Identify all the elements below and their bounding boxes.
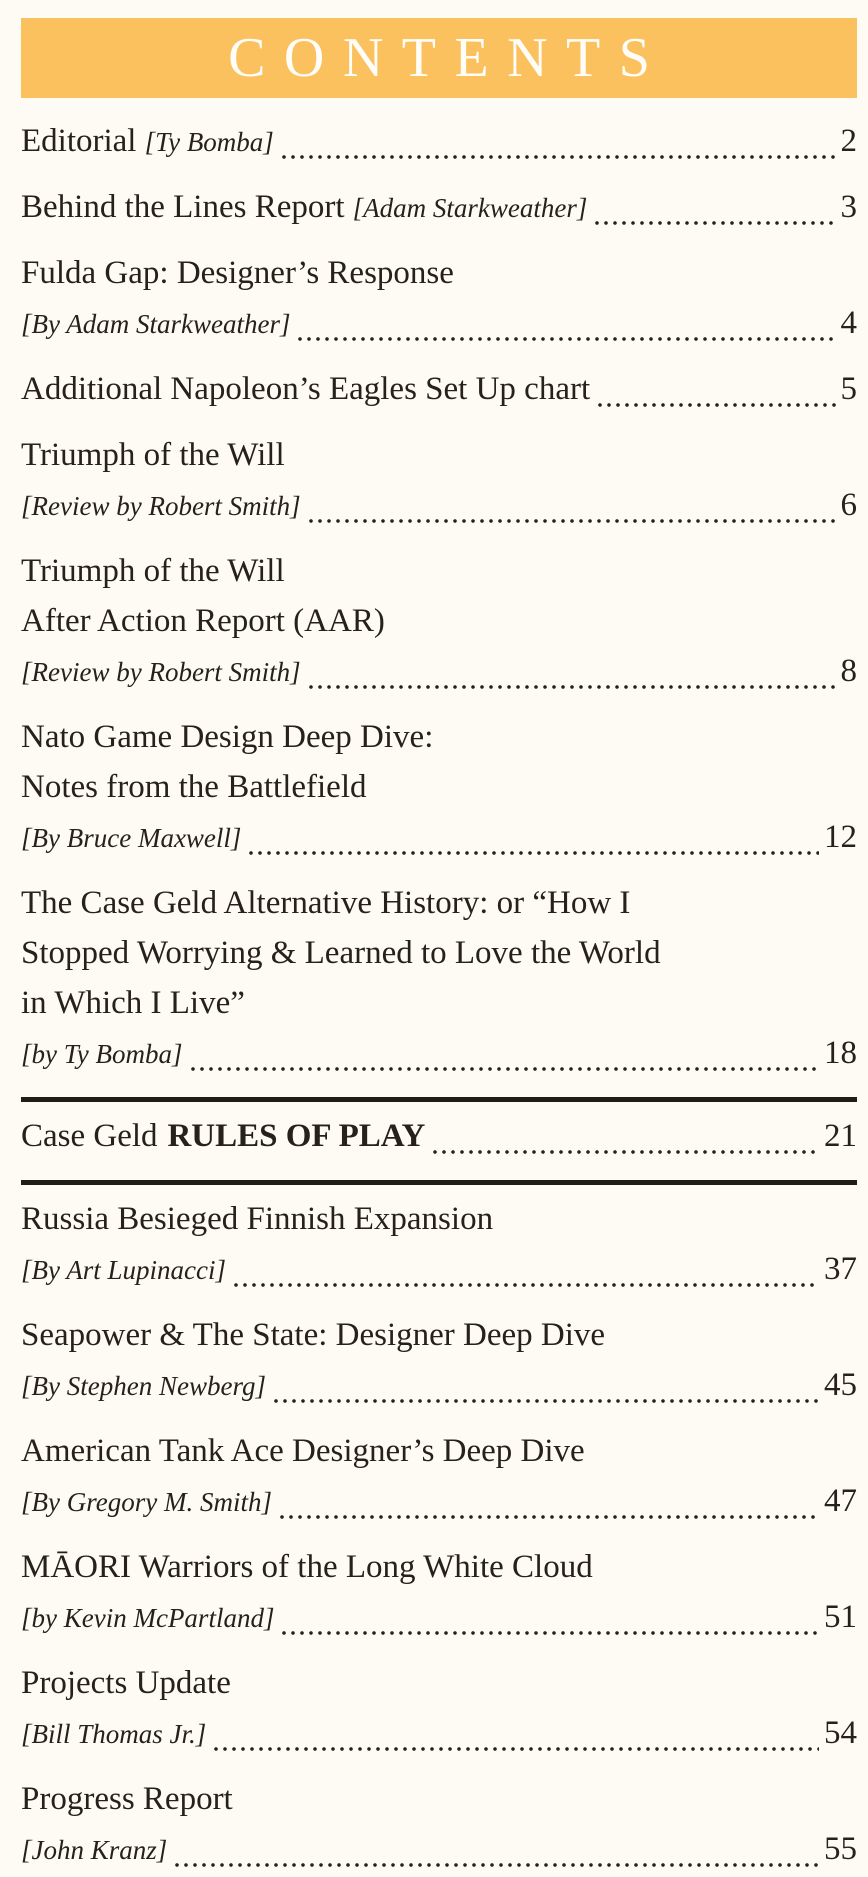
toc-entry bbox=[21, 1545, 857, 1645]
toc-row-with-page bbox=[21, 1711, 857, 1761]
dot-leader bbox=[309, 684, 836, 690]
row-text bbox=[21, 549, 285, 599]
title-text: Nato Game Design Deep Dive: bbox=[21, 719, 434, 755]
section-divider-rule bbox=[21, 1180, 857, 1185]
title-text: Stopped Worrying & Learned to Love the World bbox=[21, 935, 661, 971]
row-text bbox=[21, 1828, 167, 1877]
byline-text: [By Stephen Newberg] bbox=[21, 1371, 266, 1401]
dot-leader bbox=[309, 518, 836, 524]
toc-title-row bbox=[21, 251, 857, 301]
toc-entry bbox=[21, 367, 857, 417]
byline-text: [by Ty Bomba] bbox=[21, 1039, 183, 1069]
toc-list bbox=[21, 119, 857, 1877]
toc-entry bbox=[21, 1313, 857, 1413]
byline-text: [By Adam Starkweather] bbox=[21, 309, 291, 339]
row-text bbox=[21, 599, 385, 649]
toc-title-row bbox=[21, 1197, 857, 1247]
title-text: Seapower & The State: Designer Deep Dive bbox=[21, 1317, 606, 1353]
page-number: 2 bbox=[840, 123, 857, 159]
page-number: 4 bbox=[840, 305, 857, 341]
section-divider-rule bbox=[21, 1097, 857, 1102]
dot-leader bbox=[234, 1282, 819, 1288]
toc-entry bbox=[21, 1661, 857, 1761]
toc-title-row bbox=[21, 433, 857, 483]
toc-title-row bbox=[21, 599, 857, 649]
row-text bbox=[21, 1114, 425, 1164]
toc-row-with-page bbox=[21, 1827, 857, 1877]
row-text bbox=[21, 367, 590, 417]
toc-entry bbox=[21, 1114, 857, 1164]
toc-row-with-page bbox=[21, 1363, 857, 1413]
page-number: 54 bbox=[824, 1715, 857, 1751]
row-text bbox=[21, 881, 630, 931]
dot-leader bbox=[280, 1514, 819, 1520]
title-text: in Which I Live” bbox=[21, 985, 245, 1021]
toc-row-with-page bbox=[21, 1595, 857, 1645]
toc-entry bbox=[21, 881, 857, 1081]
dot-leader bbox=[282, 1630, 819, 1636]
toc-title-row bbox=[21, 1429, 857, 1479]
byline-text: [By Bruce Maxwell] bbox=[21, 823, 242, 853]
dot-leader bbox=[282, 154, 836, 160]
row-text bbox=[21, 119, 274, 169]
row-text bbox=[21, 1480, 272, 1529]
page-number: 37 bbox=[824, 1251, 857, 1287]
title-text: Editorial bbox=[21, 123, 137, 159]
page-number: 6 bbox=[840, 487, 857, 523]
byline-text: [John Kranz] bbox=[21, 1835, 168, 1865]
toc-row-with-page bbox=[21, 483, 857, 533]
toc-entry bbox=[21, 1777, 857, 1877]
page-number: 5 bbox=[840, 371, 857, 407]
dot-leader bbox=[214, 1746, 819, 1752]
row-text bbox=[21, 1248, 226, 1297]
toc-title-row bbox=[21, 931, 857, 981]
row-text bbox=[21, 715, 433, 765]
row-text bbox=[21, 1596, 274, 1645]
title-text: MĀORI Warriors of the Long White Cloud bbox=[21, 1549, 593, 1585]
dot-leader bbox=[175, 1862, 819, 1868]
row-text bbox=[21, 1313, 605, 1363]
toc-row-with-page bbox=[21, 1031, 857, 1081]
title-text: Behind the Lines Report bbox=[21, 189, 345, 225]
page-number: 45 bbox=[824, 1367, 857, 1403]
toc-title-row bbox=[21, 1545, 857, 1595]
title-text: Russia Besieged Finnish Expansion bbox=[21, 1201, 494, 1237]
byline-text: [Adam Starkweather] bbox=[352, 193, 588, 223]
toc-row-with-page bbox=[21, 1247, 857, 1297]
page-number: 12 bbox=[824, 819, 857, 855]
toc-title-row bbox=[21, 981, 857, 1031]
page-number: 55 bbox=[824, 1831, 857, 1867]
title-text: After Action Report (AAR) bbox=[21, 603, 385, 639]
byline-text: [Review by Robert Smith] bbox=[21, 491, 301, 521]
toc-entry bbox=[21, 185, 857, 235]
title-text: Progress Report bbox=[21, 1781, 233, 1817]
toc-row-with-page bbox=[21, 185, 857, 235]
row-text bbox=[21, 1661, 231, 1711]
byline-text: [Review by Robert Smith] bbox=[21, 657, 301, 687]
page-number: 18 bbox=[824, 1035, 857, 1071]
page-number: 3 bbox=[840, 189, 857, 225]
page-title: CONTENTS bbox=[228, 27, 669, 89]
toc-row-with-page bbox=[21, 1114, 857, 1164]
dot-leader bbox=[249, 850, 819, 856]
row-text bbox=[21, 1364, 266, 1413]
row-text bbox=[21, 251, 454, 301]
title-text: Case Geld bbox=[21, 1118, 158, 1154]
title-text: RULES OF PLAY bbox=[167, 1118, 426, 1154]
toc-title-row bbox=[21, 1661, 857, 1711]
toc-row-with-page bbox=[21, 119, 857, 169]
title-text: American Tank Ace Designer’s Deep Dive bbox=[21, 1433, 585, 1469]
toc-row-with-page bbox=[21, 815, 857, 865]
row-text bbox=[21, 484, 301, 533]
title-text: The Case Geld Alternative History: or “How I bbox=[21, 885, 631, 921]
row-text bbox=[21, 1712, 206, 1761]
byline-text: [By Art Lupinacci] bbox=[21, 1255, 226, 1285]
title-text: Fulda Gap: Designer’s Response bbox=[21, 255, 454, 291]
title-text: Triumph of the Will bbox=[21, 437, 285, 473]
row-text bbox=[21, 1197, 493, 1247]
toc-entry bbox=[21, 251, 857, 351]
row-text bbox=[21, 185, 587, 235]
row-text bbox=[21, 1777, 233, 1827]
toc-title-row bbox=[21, 549, 857, 599]
row-text bbox=[21, 765, 367, 815]
toc-entry bbox=[21, 715, 857, 865]
row-text bbox=[21, 1032, 183, 1081]
row-text bbox=[21, 981, 245, 1031]
toc-title-row bbox=[21, 881, 857, 931]
toc-entry bbox=[21, 1197, 857, 1297]
dot-leader bbox=[298, 336, 835, 342]
byline-text: [Bill Thomas Jr.] bbox=[21, 1719, 207, 1749]
page-number: 47 bbox=[824, 1483, 857, 1519]
dot-leader bbox=[595, 220, 835, 226]
toc-row-with-page bbox=[21, 649, 857, 699]
toc-entry bbox=[21, 119, 857, 169]
title-text: Notes from the Battlefield bbox=[21, 769, 367, 805]
page-number: 21 bbox=[824, 1118, 857, 1154]
toc-row-with-page bbox=[21, 367, 857, 417]
byline-text: [by Kevin McPartland] bbox=[21, 1603, 275, 1633]
toc-row-with-page bbox=[21, 1479, 857, 1529]
dot-leader bbox=[274, 1398, 819, 1404]
dot-leader bbox=[433, 1149, 819, 1155]
dot-leader bbox=[598, 402, 835, 408]
byline-text: [Ty Bomba] bbox=[144, 127, 274, 157]
dot-leader bbox=[191, 1066, 820, 1072]
toc-entry bbox=[21, 549, 857, 699]
page-number: 8 bbox=[840, 653, 857, 689]
toc-row-with-page bbox=[21, 301, 857, 351]
toc-title-row bbox=[21, 1777, 857, 1827]
toc-title-row bbox=[21, 765, 857, 815]
toc-entry bbox=[21, 433, 857, 533]
row-text bbox=[21, 433, 285, 483]
contents-banner bbox=[21, 18, 857, 98]
row-text bbox=[21, 931, 661, 981]
toc-title-row bbox=[21, 715, 857, 765]
title-text: Triumph of the Will bbox=[21, 553, 285, 589]
row-text bbox=[21, 1545, 593, 1595]
row-text bbox=[21, 816, 241, 865]
byline-text: [By Gregory M. Smith] bbox=[21, 1487, 272, 1517]
row-text bbox=[21, 1429, 585, 1479]
toc-title-row bbox=[21, 1313, 857, 1363]
title-text: Additional Napoleon’s Eagles Set Up chart bbox=[21, 371, 591, 407]
title-text: Projects Update bbox=[21, 1665, 231, 1701]
page-number: 51 bbox=[824, 1599, 857, 1635]
row-text bbox=[21, 302, 290, 351]
toc-entry bbox=[21, 1429, 857, 1529]
row-text bbox=[21, 650, 301, 699]
